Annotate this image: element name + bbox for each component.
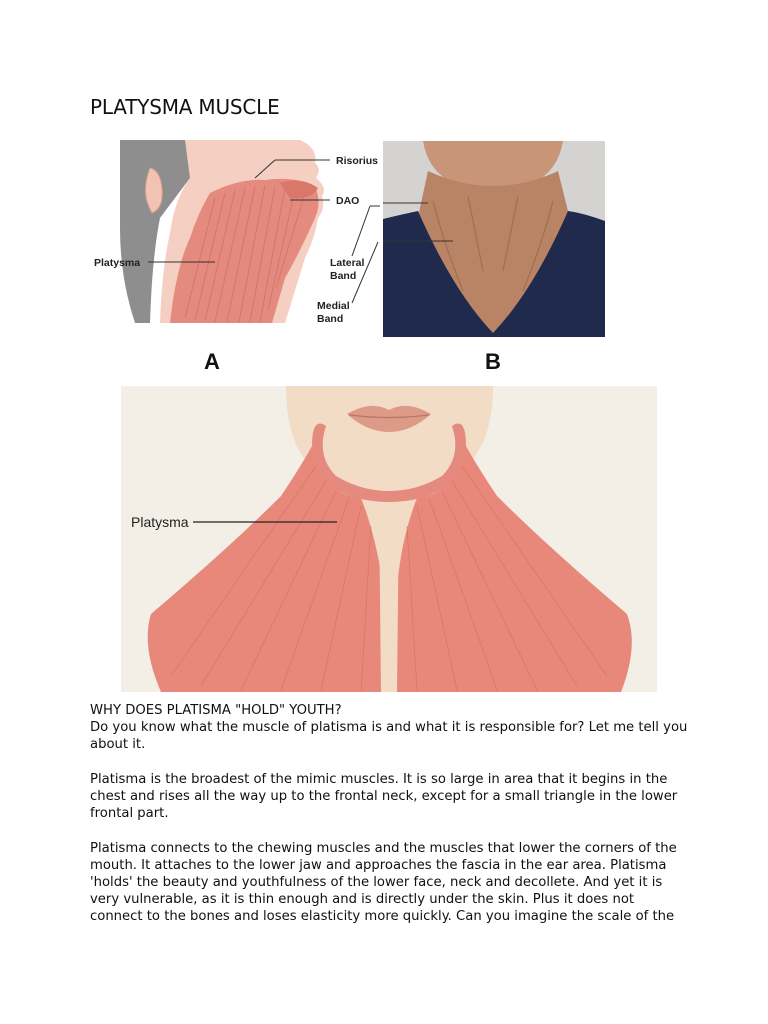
figure-c-front-view xyxy=(121,386,657,692)
body-text xyxy=(90,702,690,943)
panel-letter-a: A xyxy=(204,349,220,374)
intro-paragraph: Do you know what the muscle of platisma is and what it is responsible for? Let me tell you about it. xyxy=(90,720,688,753)
figure-a-illustration xyxy=(90,138,380,333)
label-lateral-band-line2: Band xyxy=(330,270,357,282)
page-title: PLATYSMA MUSCLE xyxy=(90,95,280,119)
label-lateral-band-line1: Lateral xyxy=(330,257,365,269)
figure-b-illustration xyxy=(383,141,605,337)
label-dao: DAO xyxy=(336,195,360,207)
label-platysma-a: Platysma xyxy=(94,257,141,269)
label-platysma-c: Platysma xyxy=(131,514,189,530)
figure-c-illustration xyxy=(121,386,657,692)
label-medial-band-line2: Band xyxy=(317,313,344,325)
figure-b-neck-photo xyxy=(383,141,605,337)
label-medial-band-line1: Medial xyxy=(317,300,350,312)
label-risorius: Risorius xyxy=(336,155,379,167)
paragraph-2: Platisma connects to the chewing muscles and the muscles that lower the corners of the mouth. It attaches to the lower jaw and approaches the fascia in the ear area. Platisma 'holds' the beauty and youthfulness of the lower face, neck and decollete. And yet it is very vulnerable, as it is thin enough and is directly under the skin. Plus it does not connect to the bones and loses elasticity more quickly. Can you imagine the scale of the xyxy=(90,840,677,925)
figure-a-side-view xyxy=(90,138,380,333)
section-heading: WHY DOES PLATISMA "HOLD" YOUTH? xyxy=(90,703,342,718)
paragraph-1: Platisma is the broadest of the mimic muscles. It is so large in area that it begins in the chest and rises all the way up to the frontal neck, except for a small triangle in the lower frontal part. xyxy=(90,771,678,822)
panel-letter-b: B xyxy=(485,349,501,374)
